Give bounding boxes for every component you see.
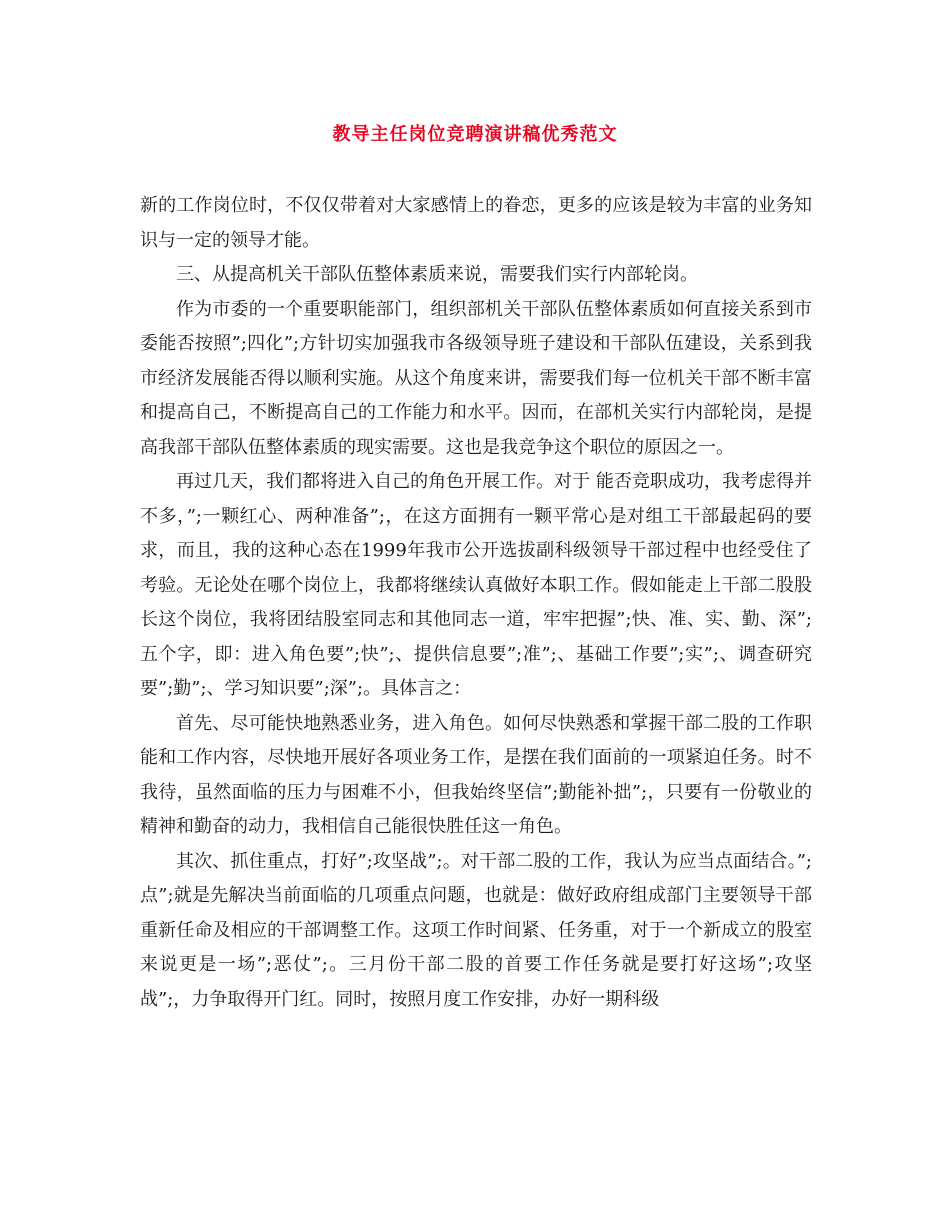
document-body: [140, 189, 812, 1017]
paragraph-1: 新的工作岗位时，不仅仅带着对大家感情上的眷恋，更多的应该是较为丰富的业务知识与一定的领导才能。: [140, 195, 812, 251]
paragraph-5: 首先、尽可能快地熟悉业务，进入角色。如何尽快熟悉和掌握干部二股的工作职能和工作内容，尽快地开展好各项业务工作，是摆在我们面前的一项紧迫任务。时不我待，虽然面临的压力与困难不小，但我始终坚信”;勤能补拙”;，只要有一份敬业的精神和勤奋的动力，我相信自己能很快胜任这一角色。: [140, 712, 812, 837]
paragraph-6: 其次、抓住重点，打好”;攻坚战”;。对干部二股的工作，我认为应当点面结合。”;点”;就是先解决当前面临的几项重点问题，也就是：做好政府组成部门主要领导干部重新任命及相应的干部调整工作。这项工作时间紧、任务重，对于一个新成立的股室来说更是一场”;恶仗”;。三月份干部二股的首要工作任务就是要打好这场”;攻坚战”;，力争取得开门红。同时，按照月度工作安排，办好一期科级: [140, 850, 812, 1010]
paragraph-4: 再过几天，我们都将进入自己的角色开展工作。对于 能否竞职成功，我考虑得并不多，”;一颗红心、两种准备”;，在这方面拥有一颗平常心是对组工干部最起码的要求，而且，我的这种心态在1999年我市公开选拔副科级领导干部过程中也经受住了考验。无论处在哪个岗位上，我都将继续认真做好本职工作。假如能走上干部二股股长这个岗位，我将团结股室同志和其他同志一道，牢牢把握”;快、准、实、勤、深”;五个字，即：进入角色要”;快”;、提供信息要”;准”;、基础工作要”;实”;、调查研究要”;勤”;、学习知识要”;深”;。具体言之：: [140, 471, 812, 699]
paragraph-2: 三、从提高机关干部队伍整体素质来说，需要我们实行内部轮岗。: [176, 264, 698, 285]
paragraph-3: 作为市委的一个重要职能部门，组织部机关干部队伍整体素质如何直接关系到市委能否按照”;四化”;方针切实加强我市各级领导班子建设和干部队伍建设，关系到我市经济发展能否得以顺利实施。从这个角度来讲，需要我们每一位机关干部不断丰富和提高自己，不断提高自己的工作能力和水平。因而，在部机关实行内部轮岗，是提高我部干部队伍整体素质的现实需要。这也是我竞争这个职位的原因之一。: [140, 298, 812, 458]
document-title: 教导主任岗位竞聘演讲稿优秀范文: [332, 124, 618, 145]
